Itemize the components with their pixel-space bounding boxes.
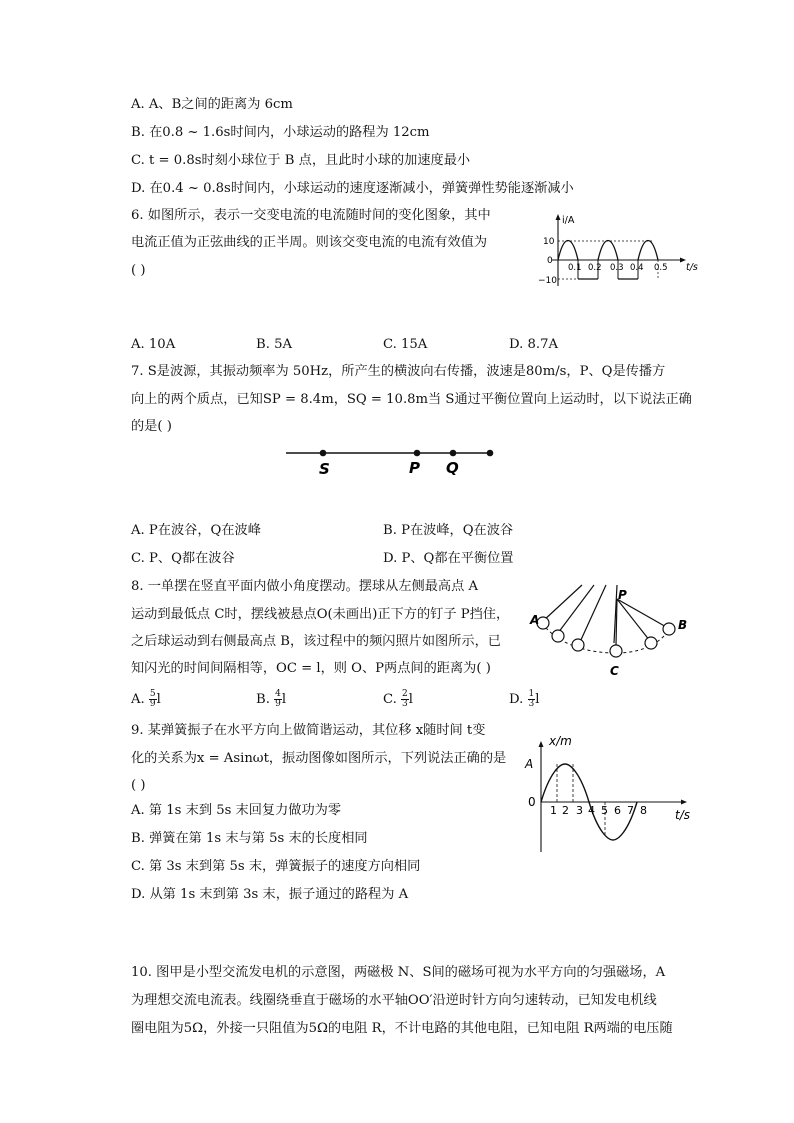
q9-tick-7: 7 xyxy=(627,804,634,817)
q7-option-d: D. P、Q都在平衡位置 xyxy=(383,551,514,566)
q9-tick-2: 2 xyxy=(562,804,569,817)
q6-option-a: A. 10A xyxy=(131,337,176,352)
q10-stem-line1: 10. 图甲是小型交流发电机的示意图，两磁极 N、S间的磁场可视为水平方向的匀强磁场，A xyxy=(131,965,666,980)
q9-option-d: D. 从第 1s 末到第 3s 末，振子通过的路程为 A xyxy=(131,887,409,902)
q9-xlabel: t/s xyxy=(675,808,690,822)
q7-stem-line3: 的是( ) xyxy=(131,419,172,434)
q8-option-d: D. $\frac{1}{3}$ l xyxy=(509,689,540,709)
q9-option-c: C. 第 3s 末到第 5s 末，弹簧振子的速度方向相同 xyxy=(131,859,421,874)
q9-tick-8: 8 xyxy=(640,804,647,817)
q6-y-top: 10 xyxy=(543,237,555,247)
q6-tick-3: 0.3 xyxy=(610,263,624,273)
q7-wave-line-figure xyxy=(284,444,498,480)
q6-option-b: B. 5A xyxy=(256,337,292,352)
q6-y-bottom: −10 xyxy=(538,276,557,286)
q7-option-b: B. P在波峰，Q在波谷 xyxy=(383,523,514,538)
q6-tick-4: 0.4 xyxy=(630,263,644,273)
q6-current-graph xyxy=(534,212,704,290)
q5-option-b: B. 在0.8 ~ 1.6s时间内，小球运动的路程为 12cm xyxy=(131,125,430,140)
q7-label-p: P xyxy=(409,459,420,477)
q9-stem-line1: 9. 某弹簧振子在水平方向上做简谐运动，其位移 x随时间 t变 xyxy=(131,723,486,738)
q9-y-zero: 0 xyxy=(528,795,536,809)
q8-stem-line4: 知闪光的时间间隔相等，OC = l，则 O、P两点间的距离为( ) xyxy=(131,661,491,676)
q5-option-a: A. A、B之间的距离为 6cm xyxy=(131,97,293,112)
q9-tick-6: 6 xyxy=(614,804,621,817)
q8-stem-line2: 运动到最低点 C时，摆线被悬点O(未画出)正下方的钉子 P挡住， xyxy=(131,607,510,622)
q10-stem-line3: 圈电阻为5Ω，外接一只阻值为5Ω的电阻 R，不计电路的其他电阻，已知电阻 R两端的电压随 xyxy=(131,1021,673,1036)
q9-option-a: A. 第 1s 末到 5s 末回复力做功为零 xyxy=(131,803,342,818)
q7-stem-line2: 向上的两个质点，已知SP = 8.4m，SQ = 10.8m当 S通过平衡位置向上运动时，以下说法正确 xyxy=(131,392,692,407)
q9-y-a: A xyxy=(525,757,534,771)
q6-stem-line3: ( ) xyxy=(131,263,146,278)
q6-option-c: C. 15A xyxy=(383,337,428,352)
q7-label-s: S xyxy=(319,460,330,478)
q8-label-a: A xyxy=(530,613,540,627)
q6-option-d: D. 8.7A xyxy=(509,337,558,352)
q7-option-c: C. P、Q都在波谷 xyxy=(131,551,235,566)
q6-ylabel: i/A xyxy=(562,215,575,226)
q8-stem-line3: 之后球运动到右侧最高点 B，该过程中的频闪照片如图所示，已 xyxy=(131,634,501,649)
q8-option-b: B. $\frac{4}{9}$ l xyxy=(256,689,287,709)
q5-option-c: C. t = 0.8s时刻小球位于 B 点，且此时小球的加速度最小 xyxy=(131,153,471,168)
q8-label-b: B xyxy=(678,618,688,632)
q9-tick-4: 4 xyxy=(588,804,595,817)
q7-option-a: A. P在波谷，Q在波峰 xyxy=(131,523,261,538)
q8-pendulum-figure xyxy=(528,583,698,679)
q8-option-a: A. $\frac{5}{9}$ l xyxy=(131,689,161,709)
q6-stem-line1: 6. 如图所示，表示一交变电流的电流随时间的变化图象，其中 xyxy=(131,208,491,223)
q6-stem-line2: 电流正值为正弦曲线的正半周。则该交变电流的电流有效值为 xyxy=(131,235,488,250)
q7-label-q: Q xyxy=(446,459,459,477)
q8-label-p: P xyxy=(618,588,627,602)
q8-option-c: C. $\frac{2}{3}$ l xyxy=(383,689,413,709)
q6-tick-5: 0.5 xyxy=(654,263,668,273)
q6-tick-2: 0.2 xyxy=(588,263,602,273)
q9-tick-5: 5 xyxy=(601,804,608,817)
q9-stem-line2: 化的关系为x = Asinωt，振动图像如图所示，下列说法正确的是 xyxy=(131,751,507,766)
q9-stem-line3: ( ) xyxy=(131,778,146,793)
q9-displacement-graph xyxy=(522,728,702,856)
q9-ylabel: x/m xyxy=(549,734,572,748)
q8-label-c: C xyxy=(610,664,619,678)
q9-option-b: B. 弹簧在第 1s 末与第 5s 末的长度相同 xyxy=(131,831,368,846)
q7-stem-line1: 7. S是波源，其振动频率为 50Hz，所产生的横波向右传播，波速是80m/s，P、Q是传播方 xyxy=(131,364,666,379)
q6-tick-1: 0.1 xyxy=(568,263,582,273)
q10-stem-line2: 为理想交流电流表。线圈绕垂直于磁场的水平轴OO′沿逆时针方向匀速转动，已知发电机线 xyxy=(131,993,657,1008)
q8-stem-line1: 8. 一单摆在竖直平面内做小角度摆动。摆球从左侧最高点 A xyxy=(131,579,478,594)
q6-y-zero: 0 xyxy=(547,256,553,266)
q5-option-d: D. 在0.4 ~ 0.8s时间内，小球运动的速度逐渐减小，弹簧弹性势能逐渐减小 xyxy=(131,181,574,196)
q6-xlabel: t/s xyxy=(686,262,698,273)
q9-tick-1: 1 xyxy=(550,804,557,817)
q9-tick-3: 3 xyxy=(576,804,583,817)
